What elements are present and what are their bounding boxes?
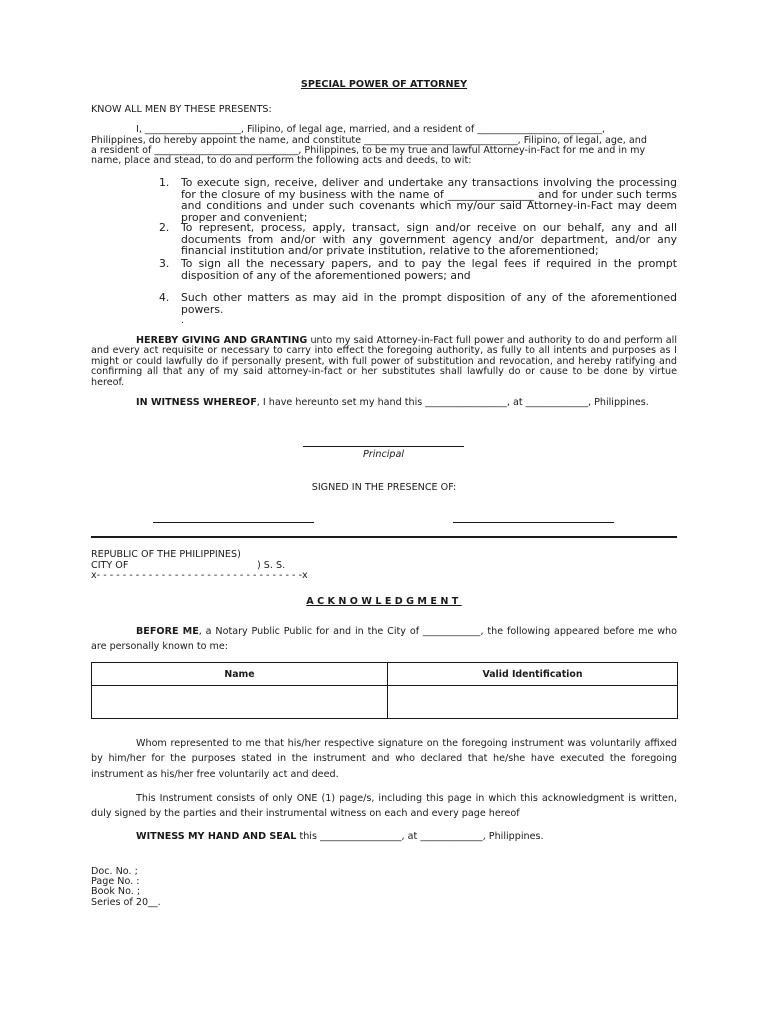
- jurisdiction-ss: ) S. S.: [257, 560, 286, 571]
- table-header-row: [92, 663, 678, 686]
- acknowledgment-title: ACKNOWLEDGMENT: [306, 596, 462, 607]
- list-text: To execute sign, receive, deliver and undertake any transactions involving the processing for the closure of my business with the name of ________________ and for under such terms and conditions and under such covenants which my/our said Attorney-in-Fact may deem proper and convenient;: [181, 176, 677, 224]
- stray-dot: .: [181, 315, 185, 326]
- instrument-text: This Instrument consists of only ONE (1) page/s, including this page in which this acknowledgment is written, duly signed by the parties and their instrumental witness on each and every page hereof: [91, 793, 677, 820]
- list-number: 2.: [159, 221, 170, 234]
- table-row: [92, 686, 678, 719]
- before-me-lead: BEFORE ME: [136, 626, 199, 637]
- granting-text: unto my said Attorney-in-Fact full power and authority to do and perform all and every act requisite or necessary to carry into effect the foregoing authority, as fully to all intents and purposes as I might or could lawfully do if personally present, with full power of substitution and revocation, and hereby ratifying and confirming all that any of my said attorney-in-fact or her substitutes shall lawfully do or cause to be done by virtue hereof.: [91, 335, 678, 388]
- list-number: 3.: [159, 257, 170, 270]
- doc-no: Doc. No. ;: [91, 866, 138, 877]
- para1-line4: name, place and stead, to do and perform the following acts and deeds, to wit:: [91, 155, 472, 166]
- seal-text: this _________________, at _____________, Philippines.: [296, 831, 544, 842]
- para1-line2: Philippines, do hereby appoint the name, and constitute ________________________________, Filipino, of legal, age, and: [91, 135, 647, 146]
- instrument-paragraph: [91, 791, 677, 822]
- list-text: To represent, process, apply, transact, sign and/or receive on our behalf, any and all documents from and/or with any government agency and/or department, and/or any financial institution and/or private institution, relative to the aforementioned;: [181, 221, 677, 258]
- witness-signature-line-2: [453, 522, 614, 523]
- list-text: To sign all the necessary papers, and to pay the legal fees if required in the prompt disposition of any of the aforementioned powers; and: [181, 257, 677, 282]
- para1-line3: a resident of ______________________________, Philippines, to be my true and lawful Attorney-in-Fact for me and in my: [91, 145, 646, 156]
- list-number: 4.: [159, 291, 170, 304]
- column-header-valid-id: Valid Identification: [388, 663, 678, 686]
- section-divider: [91, 536, 677, 538]
- list-text: Such other matters as may aid in the prompt disposition of any of the aforementioned powers.: [181, 291, 677, 316]
- para1-line1: I, ____________________, Filipino, of legal age, married, and a resident of __________________________,: [136, 124, 606, 135]
- witness-signature-line-1: [153, 522, 314, 523]
- identification-table: [91, 662, 678, 719]
- witness-text: , I have hereunto set my hand this _________________, at _____________, Philippines.: [256, 397, 649, 408]
- jurisdiction-separator: x- - - - - - - - - - - - - - - - - - - - - - - - - - - - - - - -x: [91, 570, 308, 581]
- granting-lead: HEREBY GIVING AND GRANTING: [136, 335, 308, 346]
- intro-line: KNOW ALL MEN BY THESE PRESENTS:: [91, 104, 272, 115]
- whom-paragraph: [91, 736, 677, 782]
- document-title: SPECIAL POWER OF ATTORNEY: [300, 79, 468, 90]
- name-cell[interactable]: [92, 686, 388, 719]
- whom-text: Whom represented to me that his/her respective signature on the foregoing instrument was voluntarily affixed by him/her for the purposes stated in the instrument and who declared that he/she have executed the foregoing instrument as his/her free voluntarily act and deed.: [91, 738, 677, 780]
- seal-paragraph: [91, 832, 677, 842]
- valid-id-cell[interactable]: [388, 686, 678, 719]
- witness-lead: IN WITNESS WHEREOF: [136, 397, 257, 408]
- granting-paragraph: [91, 336, 677, 388]
- page-no: Page No. :: [91, 876, 140, 887]
- principal-signature-line: [303, 446, 464, 447]
- jurisdiction-city: CITY OF: [91, 560, 129, 571]
- principal-label: Principal: [362, 449, 405, 460]
- signed-presence-label: SIGNED IN THE PRESENCE OF:: [311, 482, 457, 493]
- seal-lead: WITNESS MY HAND AND SEAL: [136, 831, 297, 842]
- column-header-name: Name: [92, 663, 388, 686]
- before-me-paragraph: [91, 624, 677, 655]
- witness-paragraph: [91, 398, 677, 408]
- before-me-text: , a Notary Public Public for and in the City of ____________, the following appeared before me who are personally known to me:: [91, 626, 677, 653]
- book-no: Book No. ;: [91, 886, 141, 897]
- series-no: Series of 20__.: [91, 897, 161, 908]
- list-number: 1.: [159, 176, 170, 189]
- jurisdiction-line1: REPUBLIC OF THE PHILIPPINES): [91, 549, 241, 560]
